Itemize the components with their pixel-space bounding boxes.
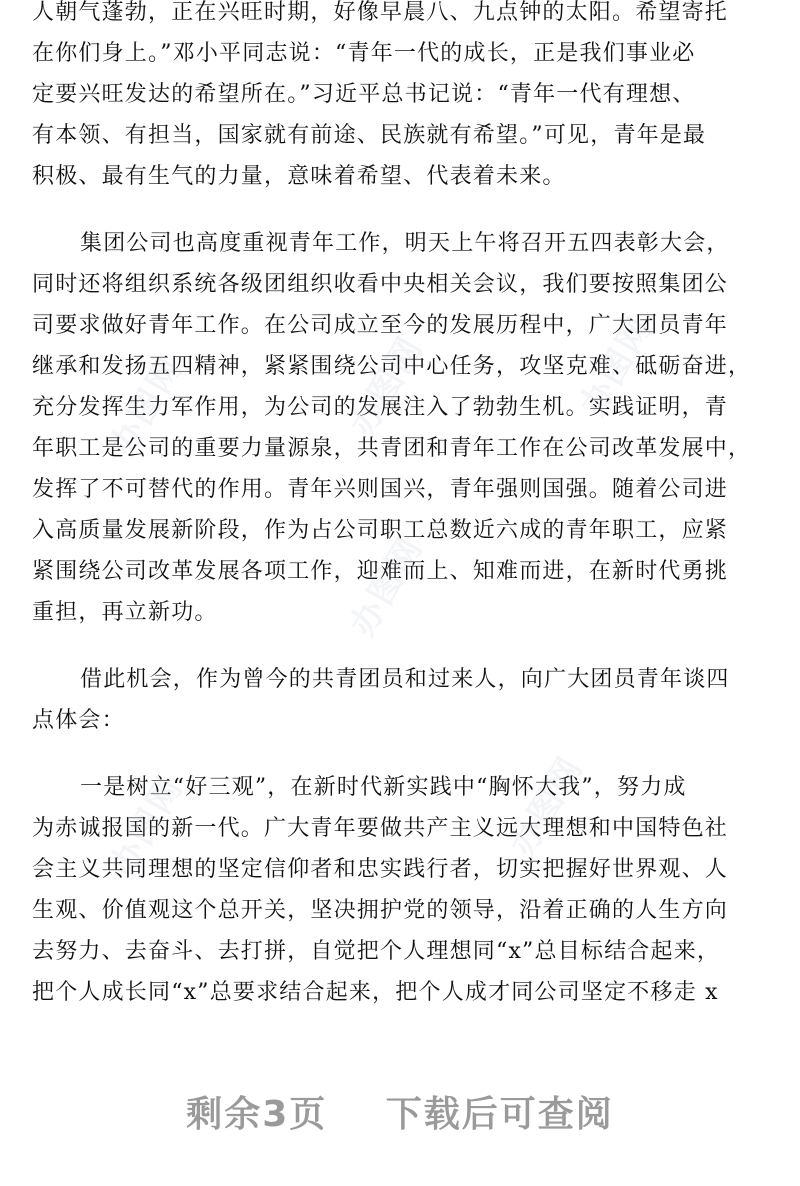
text-line: 去努力、去奋斗、去打拼，自觉把个人理想同“x”总目标结合起来， bbox=[32, 939, 721, 964]
text-line: 年职工是公司的重要力量源泉，共青团和青年工作在公司改革发展中， bbox=[32, 436, 752, 461]
download-to-view-label: 下载后可查阅 bbox=[385, 1094, 614, 1135]
text-line: 有本领、有担当，国家就有前途、民族就有希望。”可见，青年是最 bbox=[32, 123, 707, 148]
paragraph-2 bbox=[32, 223, 772, 633]
text-line: 集团公司也高度重视青年工作，明天上午将召开五四表彰大会， bbox=[80, 231, 730, 256]
text-line: 继承和发扬五四精神，紧紧围绕公司中心任务，攻坚克难、砥砺奋进， bbox=[32, 354, 752, 379]
text-line: 充分发挥生力军作用，为公司的发展注入了勃勃生机。实践证明，青 bbox=[32, 395, 729, 420]
text-line: 人朝气蓬勃，正在兴旺时期，好像早晨八、九点钟的太阳。希望寄托 bbox=[32, 0, 729, 25]
paragraph-1 bbox=[32, 0, 772, 197]
text-line: 入高质量发展新阶段，作为占公司职工总数近六成的青年职工，应紧 bbox=[32, 518, 729, 543]
text-line: 一是树立“好三观”，在新时代新实践中“胸怀大我”，努力成 bbox=[80, 775, 687, 800]
text-line: 司要求做好青年工作。在公司成立至今的发展历程中，广大团员青年 bbox=[32, 313, 729, 338]
text-line: 定要兴旺发达的希望所在。”习近平总书记说：“青年一代有理想、 bbox=[32, 82, 696, 107]
watermark: 办图网 bbox=[572, 309, 662, 424]
text-line: 紧围绕公司改革发展各项工作，迎难而上、知难而进，在新时代勇挑 bbox=[32, 559, 729, 584]
text-line: 会主义共同理想的坚定信仰者和忠实践行者，切实把握好世界观、人 bbox=[32, 857, 729, 882]
paragraph-3 bbox=[32, 659, 772, 741]
text-line: 同时还将组织系统各级团组织收看中央相关会议，我们要按照集团公 bbox=[32, 272, 729, 297]
text-line: 把个人成长同“x”总要求结合起来，把个人成才同公司坚定不移走 x bbox=[32, 980, 719, 1005]
text-line: 生观、价值观这个总开关，坚决拥护党的领导，沿着正确的人生方向 bbox=[32, 898, 729, 923]
text-line: 重担，再立新功。 bbox=[32, 600, 218, 625]
watermark: 办图网 bbox=[502, 749, 592, 864]
remaining-pages-label: 剩余3页 bbox=[186, 1094, 328, 1135]
watermark: 办图网 bbox=[342, 329, 432, 444]
text-line: 发挥了不可替代的作用。青年兴则国兴，青年强则国强。随着公司进 bbox=[32, 477, 729, 502]
text-line: 借此机会，作为曾今的共青团员和过来人，向广大团员青年谈四 bbox=[80, 667, 730, 692]
download-prompt-banner[interactable] bbox=[0, 1086, 800, 1137]
watermark: 办图网 bbox=[102, 349, 192, 464]
paragraph-4 bbox=[32, 767, 772, 1013]
text-line: 为赤诚报国的新一代。广大青年要做共产主义远大理想和中国特色社 bbox=[32, 816, 729, 841]
watermark: 办图网 bbox=[342, 529, 432, 644]
document-body bbox=[32, 0, 772, 1039]
text-line: 积极、最有生气的力量，意味着希望、代表着未来。 bbox=[32, 164, 566, 189]
watermark: 办图网 bbox=[102, 769, 192, 884]
text-line: 点体会： bbox=[32, 708, 125, 733]
text-line: 在你们身上。”邓小平同志说：“青年一代的成长，正是我们事业必 bbox=[32, 41, 696, 66]
